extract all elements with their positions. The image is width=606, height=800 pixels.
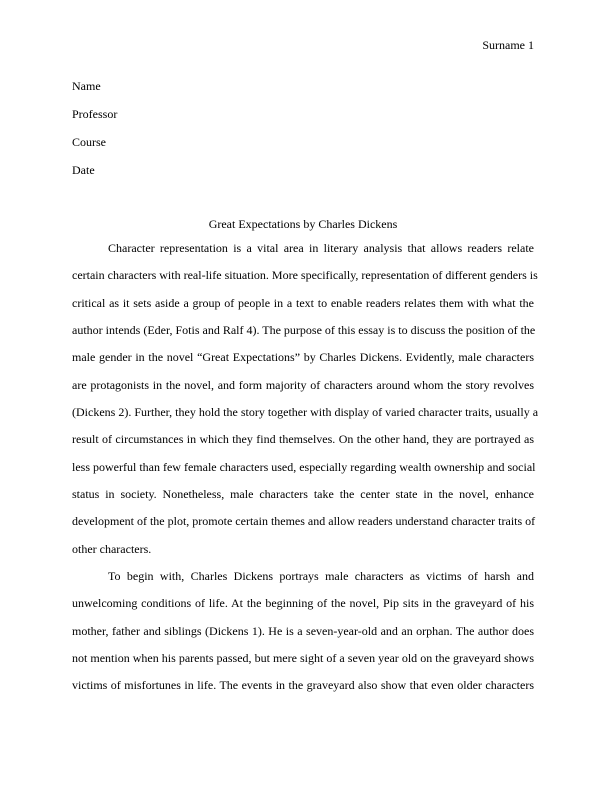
paragraph [72, 568, 534, 705]
text-line: less powerful than few female characters used, especially regarding wealth ownership and social [72, 459, 536, 474]
text-line: (Dickens 2). Further, they hold the story together with display of varied character traits, usually a [72, 404, 539, 419]
text-line: status in society. Nonetheless, male characters take the center state in the novel, enhance [72, 486, 534, 501]
running-head: Surname 1 [482, 38, 534, 52]
text-line: mother, father and siblings (Dickens 1). He is a seven-year-old and an orphan. The author does [72, 623, 534, 638]
heading-professor: Professor [72, 107, 118, 121]
paragraph [72, 240, 539, 568]
text-line: result of circumstances in which they find themselves. On the other hand, they are portrayed as [72, 432, 534, 447]
heading-block [72, 78, 117, 190]
text-line: victims of misfortunes in life. The events in the graveyard also show that even older characters [72, 678, 534, 693]
text-line: To begin with, Charles Dickens portrays male characters as victims of harsh and [108, 568, 534, 583]
essay-body [72, 240, 539, 705]
text-line: other characters. [72, 541, 152, 556]
text-line: unwelcoming conditions of life. At the beginning of the novel, Pip sits in the graveyard of his [72, 596, 534, 611]
text-line: certain characters with real-life situation. More specifically, representation of different genders is [72, 268, 538, 283]
text-line: are protagonists in the novel, and form majority of characters around whom the story revolves [72, 377, 534, 392]
text-line: male gender in the novel “Great Expectations” by Charles Dickens. Evidently, male characters [72, 350, 534, 365]
heading-name: Name [72, 79, 101, 93]
text-line: not mention when his parents passed, but mere sight of a seven year old on the graveyard shows [72, 650, 534, 665]
essay-title: Great Expectations by Charles Dickens [208, 217, 398, 231]
text-line: author intends (Eder, Fotis and Ralf 4). The purpose of this essay is to discuss the position of the [72, 322, 536, 337]
text-line: Character representation is a vital area in literary analysis that allows readers relate [108, 241, 534, 255]
text-line: critical as it sets aside a group of people in a text to enable readers relates them with what the [72, 295, 534, 310]
heading-date: Date [72, 163, 95, 177]
text-line: development of the plot, promote certain themes and allow readers understand character traits of [72, 514, 536, 529]
heading-course: Course [72, 135, 106, 149]
